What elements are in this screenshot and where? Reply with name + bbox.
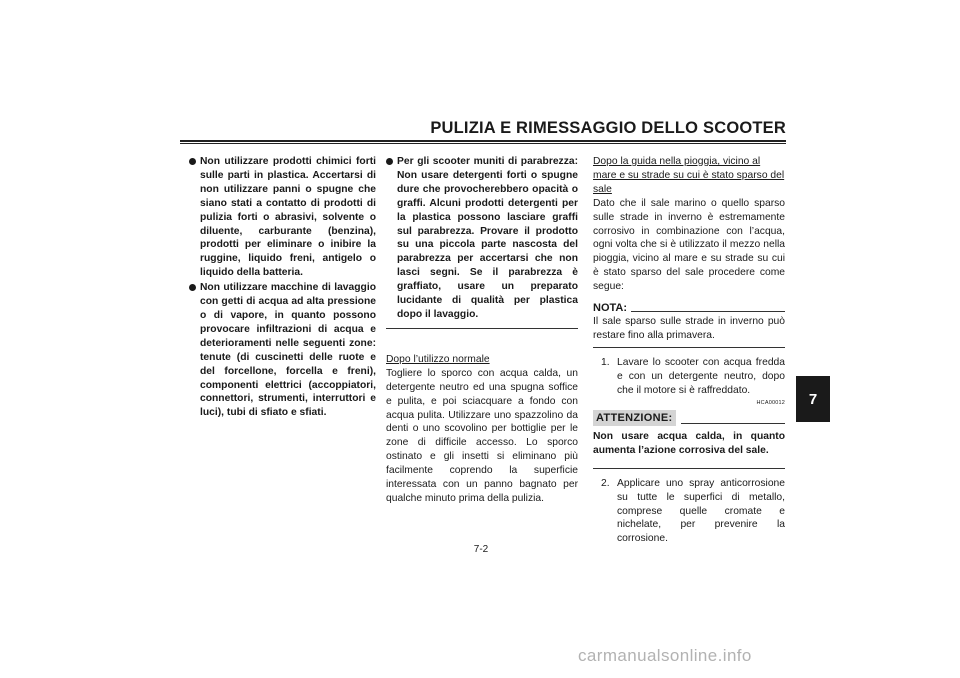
note-label: NOTA: bbox=[593, 302, 628, 315]
column-2 bbox=[386, 155, 578, 506]
bullet-item bbox=[189, 155, 376, 280]
column-3 bbox=[593, 155, 785, 546]
bullet-item bbox=[386, 155, 578, 322]
attention-end-rule bbox=[593, 468, 785, 469]
section-heading-rain-sea-salt: Dopo la guida nella pioggia, vicino al mare e su strade su cui è stato sparso del sale bbox=[593, 156, 785, 195]
section-text-rain-sea-salt: Dato che il sale marino o quello sparso sulle strade in inverno è estremamente corrosivo in combinazione con l’acqua, ogni volta che si è utilizzato il mezzo nella pioggia, vicino al mare e su strade su cui è stato sparso del sale procedere come segue: bbox=[593, 197, 785, 293]
note-end-rule bbox=[593, 347, 785, 348]
note-text: Il sale sparso sulle strade in inverno può restare fino alla primavera. bbox=[593, 316, 785, 341]
step-number: 1. bbox=[601, 356, 610, 368]
attention-text: Non usare acqua calda, in quanto aumenta l’azione corrosiva del sale. bbox=[593, 430, 785, 456]
bullet-text: Non utilizzare macchine di lavaggio con getti di acqua ad alta pressione o di vapore, in quanto possono provocare infiltrazioni di acqua e deterioramenti nelle seguenti zone: tenute (di cuscinetti delle ruote e del forcellone, forcella e freni), componenti elettrici (accoppiatori, connettori, strumenti, interruttori e luci), tubi di sfiato e sfiati. bbox=[200, 282, 376, 419]
note-header bbox=[593, 302, 785, 315]
header-rule bbox=[180, 140, 786, 142]
bullet-text: Non utilizzare prodotti chimici forti sulle parti in plastica. Accertarsi di non utilizzare panni o spugne che siano stati a contatto di prodotti di pulizia forti o abrasivi, solvente o diluente, carburante (benzina), prodotti per eliminare o inibire la ruggine, liquido freni, antigelo o liquido della batteria. bbox=[200, 156, 376, 279]
attention-header bbox=[593, 410, 785, 426]
chapter-tab[interactable]: 7 bbox=[796, 376, 830, 422]
bullet-dot-icon bbox=[189, 284, 196, 291]
page-number: 7-2 bbox=[473, 544, 489, 555]
bullet-dot-icon bbox=[189, 158, 196, 165]
step-number: 2. bbox=[601, 477, 610, 489]
step-item bbox=[593, 356, 785, 398]
watermark: carmanualsonline.info bbox=[578, 646, 752, 665]
header-rule-thin bbox=[180, 143, 786, 144]
bullet-text: Per gli scooter muniti di parabrezza: Non usare detergenti forti o spugne dure che provocherebbero opacità o graffi. Alcuni prodotti detergenti per la plastica possono lasciare graffi sul parabrezza. Provare il prodotto su una piccola parte nascosta del parabrezza per accertarsi che non lasci segni. Se il parabrezza è graffiato, usare un preparato lucidante di qualità per plastica dopo il lavaggio. bbox=[397, 156, 578, 320]
page-title: PULIZIA E RIMESSAGGIO DELLO SCOOTER bbox=[430, 119, 786, 137]
step-text: Applicare uno spray anticorrosione su tutte le superfici di metallo, comprese quelle cromate e nichelate, per prevenire la corrosione. bbox=[617, 477, 785, 545]
column-1 bbox=[189, 155, 376, 421]
attention-label: ATTENZIONE: bbox=[593, 410, 676, 426]
step-item bbox=[593, 477, 785, 547]
reference-code: HCA00012 bbox=[756, 399, 785, 406]
section-text-normal-use: Togliere lo sporco con acqua calda, un detergente neutro ed una spugna soffice e pulita, e poi sciacquare a fondo con acqua pulita. Utilizzare uno spazzolino da denti o uno scovolino per bottiglie per le zone di difficile accesso. Lo sporco ostinato e gli insetti si eliminano più facilmente coprendo la superficie interessata con un panno bagnato per qualche minuto prima della pulizia. bbox=[386, 367, 578, 504]
bullet-item bbox=[189, 281, 376, 420]
bullet-dot-icon bbox=[386, 158, 393, 165]
step-text: Lavare lo scooter con acqua fredda e con un detergente neutro, dopo che il motore si è raffreddato. bbox=[617, 356, 785, 396]
section-heading-normal-use: Dopo l’utilizzo normale bbox=[386, 353, 490, 365]
